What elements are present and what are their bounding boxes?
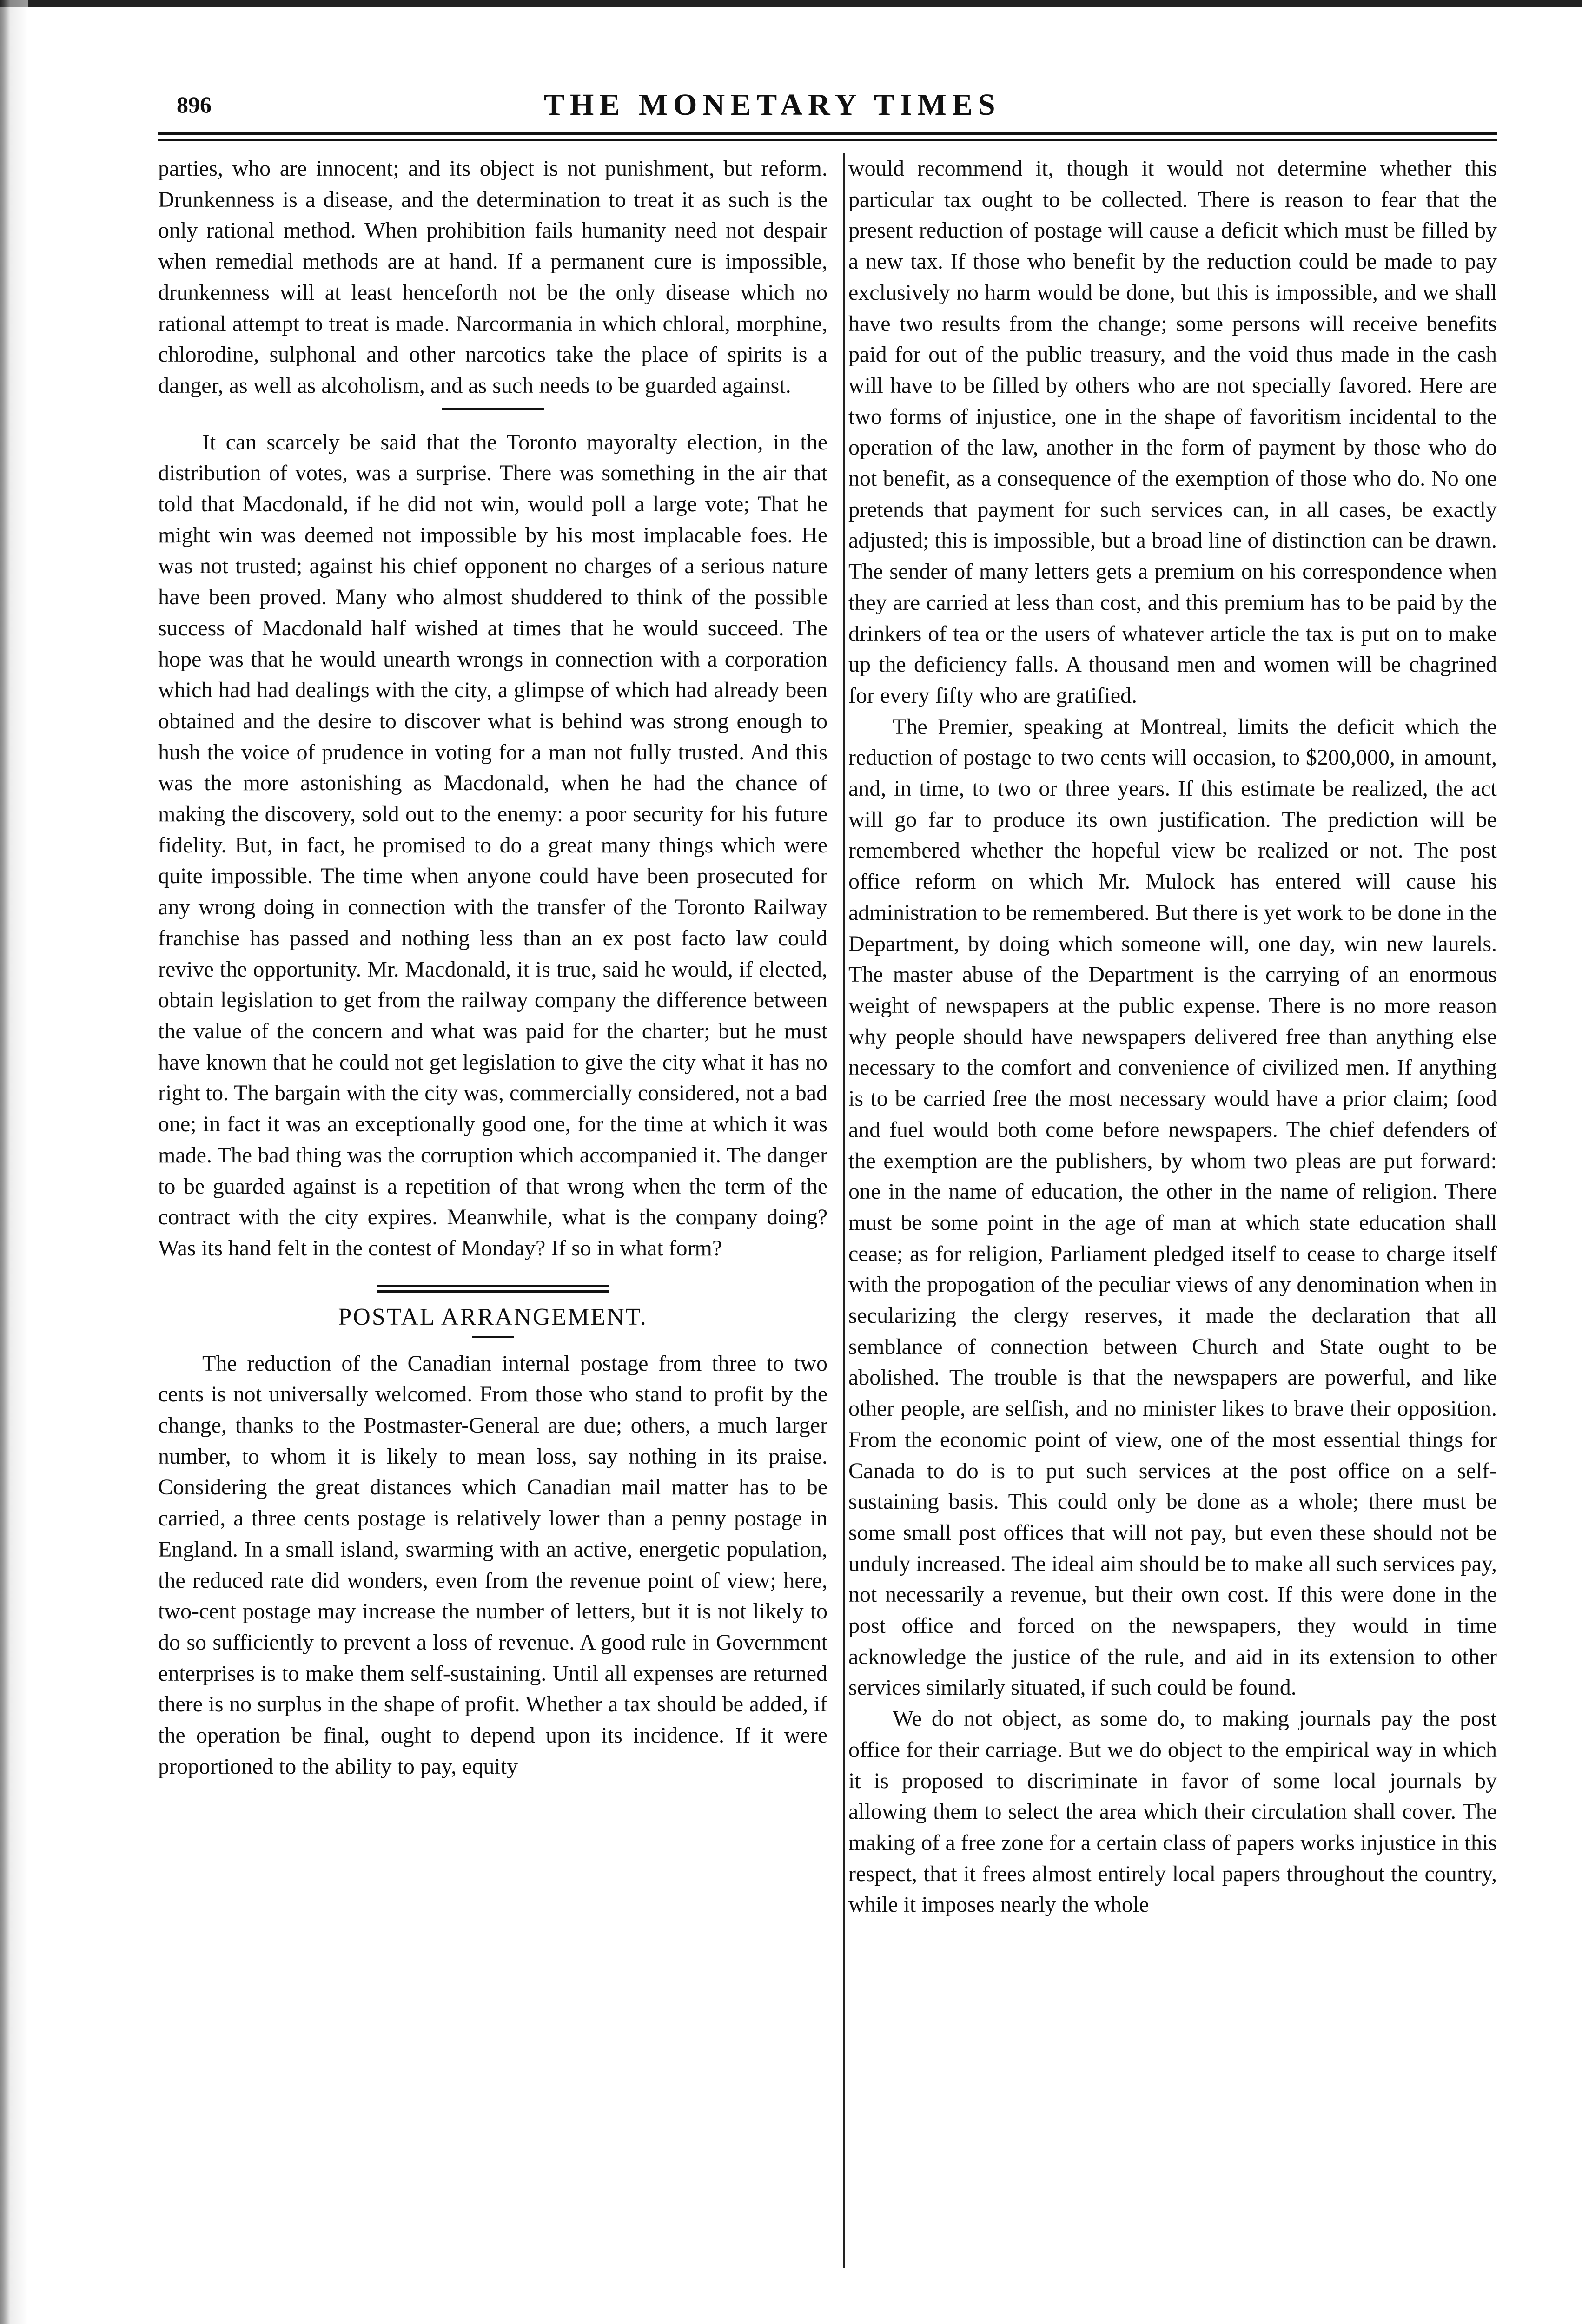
page-number: 896 xyxy=(177,92,212,118)
right-paragraph-1: would recommend it, though it would not determine whether this particular tax ought to be collected. There is reason to fear that the present reduction of postage will cause a deficit which must be filled by a new tax. If those who benefit by the reduction could be made to pay exclusively no harm would be done, but this is impossible, and we shall have two results from the change; some persons will receive benefits paid for out of the public treasury, and the void thus made in the cash will have to be filled by others who are not specially favored. Here are two forms of injustice, one in the shape of favoritism incidental to the operation of the law, another in the form of payment by those who do not benefit, as a consequence of the exemption of those who do. No one pretends that payment for such services can, in all cases, be exactly adjusted; this is impossible, but a broad line of distinction can be drawn. The sender of many letters gets a premium on his correspondence when they are carried at less than cost, and this premium has to be paid by the drinkers of tea or the users of whatever article the tax is put on to make up the deficiency falls. A thousand men and women will be chagrined for every fifty who are gratified. xyxy=(848,156,1497,708)
left-paragraph-1: parties, who are innocent; and its object is not punishment, but reform. Drunkenness is a disease, and the determination to treat it as such is the only rational method. When prohibition fails humanity need not despair when remedial methods are at hand. If a permanent cure is impossible, drunkenness will at least henceforth not be the only disease which no rational attempt to treat is made. Narcormania in which chloral, morphine, chlorodine, sulphonal and other narcotics take the place of spirits is a danger, as well as alcoholism, and as such needs to be guarded against. xyxy=(158,156,827,398)
section-divider xyxy=(442,408,544,410)
section-heading: POSTAL ARRANGEMENT. xyxy=(338,1303,648,1330)
scan-top-edge xyxy=(0,0,1582,7)
header-rule xyxy=(158,132,1497,135)
right-paragraph-3: We do not object, as some do, to making journals pay the post office for their carriage. But we do object to the empirical way in which it is proposed to discriminate in favor of some local journals by allowing them to select the area which their circulation shall cover. The making of a free zone for a certain class of papers works injustice in this respect, that it frees almost entirely local papers throughout the country, while it imposes nearly the whole xyxy=(848,1706,1497,1917)
left-paragraph-2: It can scarcely be said that the Toronto mayoralty election, in the distribution of votes, was a surprise. There was something in the air that told that Macdonald, if he did not win, would poll a large vote; That he might win was deemed not impossible by his most implacable foes. He was not trusted; against his chief opponent no charges of a serious nature have been proved. Many who almost shuddered to think of the possible success of Macdonald half wished at times that he would succeed. The hope was that he would unearth wrongs in connection with a corporation which had had dealings with the city, a glimpse of which had already been obtained and the desire to discover what is behind was strong enough to hush the voice of prudence in voting for a man not fully trusted. And this was the more astonishing as Macdonald, when he had the chance of making the discovery, sold out to the enemy: a poor security for his future fidelity. But, in fact, he promised to do a great many things which were quite impossible. The time when anyone could have been prosecuted for any wrong doing in connection with the transfer of the Toronto Railway franchise has passed and nothing less than an ex post facto law could revive the opportunity. Mr. Macdonald, it is true, said he would, if elected, obtain legislation to get from the railway company the difference between the value of the concern and what was paid for the charter; but he must have known that he could not get legislation to give the city what it has no right to. The bargain with the city was, commercially considered, not a bad one; in fact it was an exceptionally good one, for the time at which it was made. The bad thing was the corruption which accompanied it. The danger to be guarded against is a repetition of that wrong when the term of the contract with the city expires. Meanwhile, what is the company doing? Was its hand felt in the contest of Monday? If so in what form? xyxy=(158,429,827,1261)
double-section-divider xyxy=(377,1285,609,1293)
heading-rule xyxy=(472,1336,514,1338)
column-divider xyxy=(843,153,845,2268)
page-header xyxy=(177,87,1488,125)
header-rule-thin xyxy=(158,139,1497,141)
left-column xyxy=(158,153,827,1782)
right-paragraph-2: The Premier, speaking at Montreal, limits the deficit which the reduction of postage to two cents will occasion, to $200,000, in amount, and, in time, to two or three years. If this estimate be realized, the act will go far to produce its own justification. The prediction will be remembered whether the hopeful view be realized or not. The post office reform on which Mr. Mulock has entered will cause his administration to be remembered. But there is yet work to be done in the Department, by doing which someone will, one day, win new laurels. The master abuse of the Department is the carrying of an enormous weight of newspapers at the public expense. There is no more reason why people should have newspapers delivered free than anything else necessary to the comfort and convenience of civilized men. If anything is to be carried free the most necessary would have a prior claim; food and fuel would both come before newspapers. The chief defenders of the exemption are the publishers, by whom two pleas are put forward: one in the name of education, the other in the name of religion. There must be some point in the age of man at which state education shall cease; as for religion, Parliament pledged itself to cease to charge itself with the propogation of the peculiar views of any denomination when in secularizing the clergy reserves, it made the declaration that all semblance of connection between Church and State ought to be abolished. The trouble is that the newspapers are powerful, and like other people, are selfish, and no minister likes to brave their opposition. From the economic point of view, one of the most essential things for Canada to do is to put such services at the post office on a self-sustaining basis. This could only be done as a whole; there must be some small post offices that will not pay, but even these should not be unduly increased. The ideal aim should be to make all such services pay, not necessarily a revenue, but their own cost. If this were done in the post office and forced on the newspapers, they would in time acknowledge the justice of the rule, and aid in its extension to other services similarly situated, if such could be found. xyxy=(848,714,1497,1700)
binding-shadow xyxy=(0,0,28,2324)
right-column xyxy=(848,153,1497,1921)
left-paragraph-3: The reduction of the Canadian internal postage from three to two cents is not universally welcomed. From those who stand to profit by the change, thanks to the Postmaster-General are due; others, a much larger number, to whom it is likely to mean loss, say nothing in its praise. Considering the great distances which Canadian mail matter has to be carried, a three cents postage is relatively lower than a penny postage in England. In a small island, swarming with an active, energetic population, the reduced rate did wonders, even from the revenue point of view; here, two-cent postage may increase the number of letters, but it is not likely to do so sufficiently to prevent a loss of revenue. A good rule in Government enterprises is to make them self-sustaining. Until all expenses are returned there is no surplus in the shape of profit. Whether a tax should be added, if the operation be final, ought to depend upon its incidence. If it were proportioned to the ability to pay, equity xyxy=(158,1351,827,1779)
running-title: THE MONETARY TIMES xyxy=(544,88,1001,122)
